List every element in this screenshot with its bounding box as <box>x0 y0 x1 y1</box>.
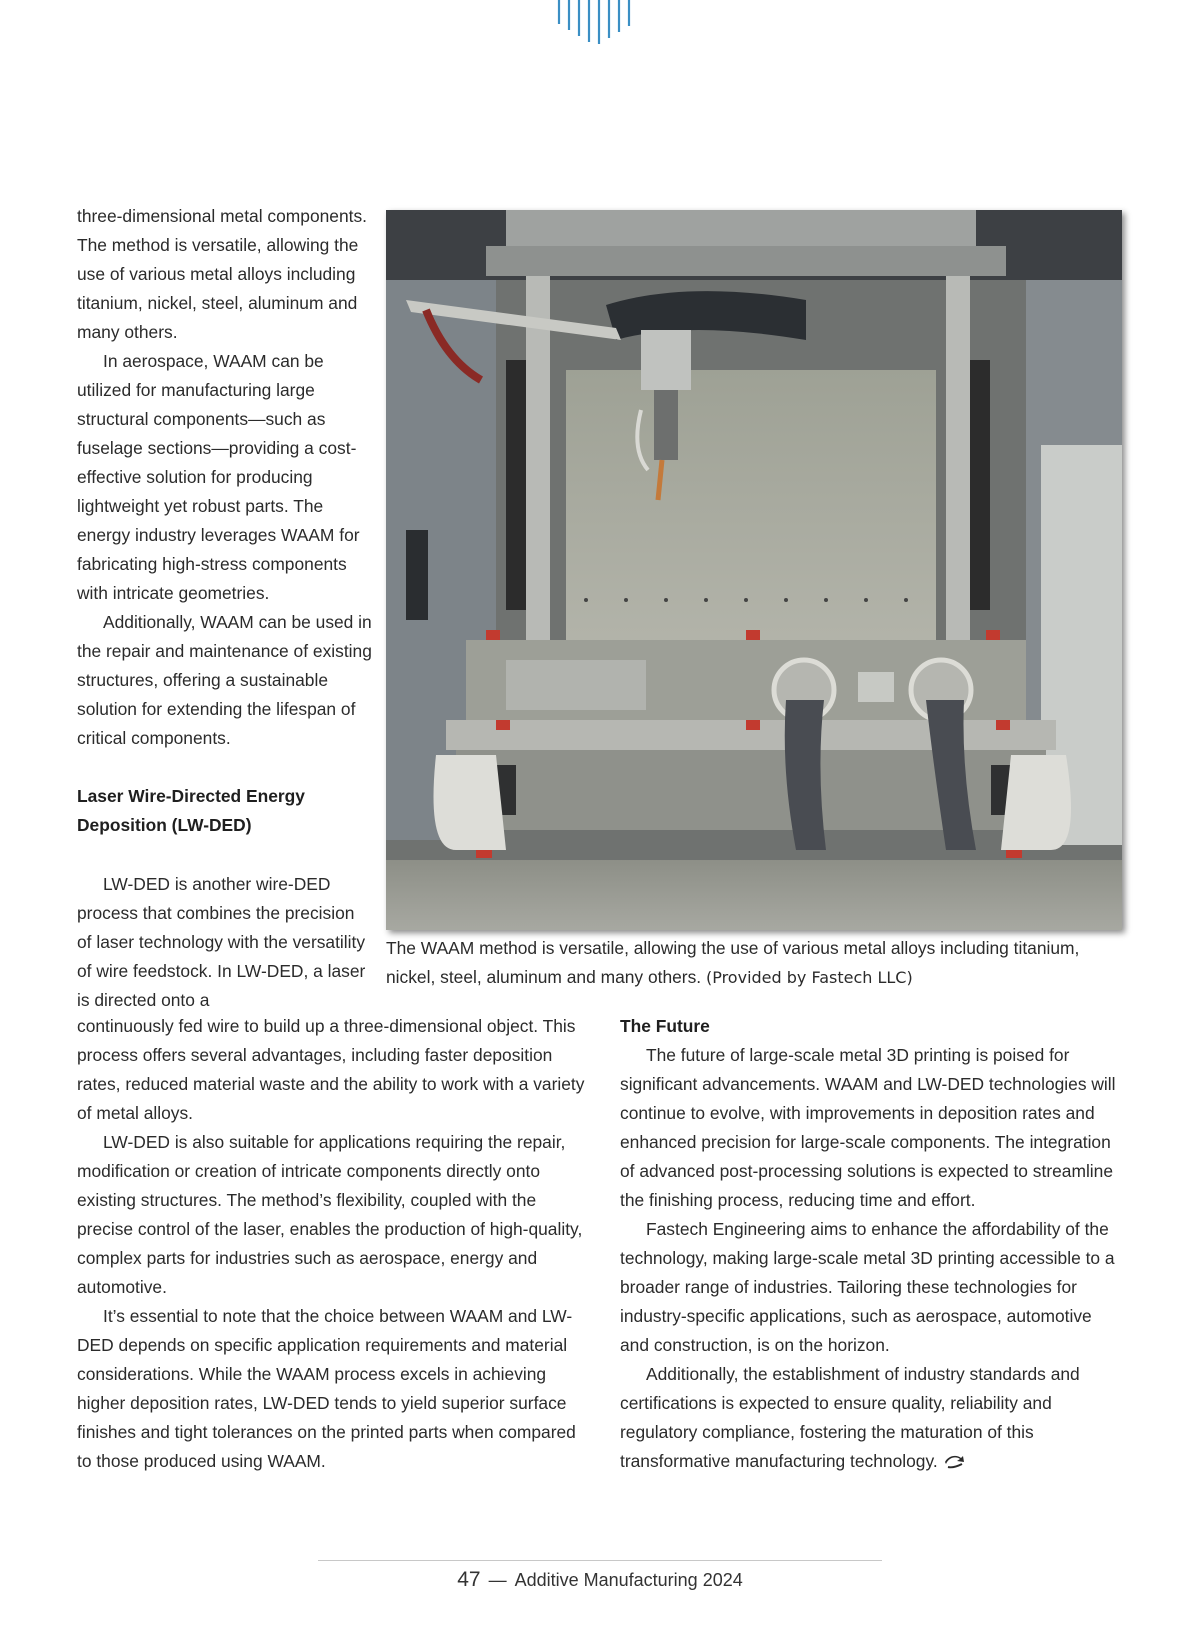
footer-separator: — <box>488 1570 507 1590</box>
figure-caption <box>386 934 1126 992</box>
section-heading-future: The Future <box>620 1016 710 1036</box>
footer-divider <box>318 1560 882 1561</box>
paragraph: LW-DED is also suitable for applications requiring the repair, modification or creation of intricate components directly onto existing structures. The method’s flexibility, coupled with the precise control of the laser, enables the production of high-quality, complex parts for industries such as aerospace, energy and automotive. <box>77 1132 583 1297</box>
paragraph: In aerospace, WAAM can be utilized for manufacturing large structural components—such as fuselage sections—providing a cost-effective solution for producing lightweight yet robust parts. The energy industry leverages WAAM for fabricating high-stress components with intricate geometries. <box>77 351 360 603</box>
lwded-text-column <box>77 1012 591 1476</box>
paragraph: three-dimensional metal components. The method is versatile, allowing the use of various metal alloys including titanium, nickel, steel, aluminum and many others. <box>77 206 367 342</box>
paragraph: The future of large-scale metal 3D printing is poised for significant advancements. WAAM and LW-DED technologies will continue to evolve, with improvements in deposition rates and enhanced precision for large-scale components. The integration of advanced post-processing solutions is expected to streamline the finishing process, reducing time and effort. <box>620 1045 1116 1210</box>
paragraph-text: Additionally, the establishment of industry standards and certifications is expected to ensure quality, reliability and regulatory compliance, fostering the maturation of this transformative manufacturing technology. <box>620 1364 1080 1471</box>
vertical-lines-icon <box>555 0 639 46</box>
waam-text-column <box>77 202 377 840</box>
paragraph: Fastech Engineering aims to enhance the affordability of the technology, making large-scale metal 3D printing accessible to a broader range of industries. Tailoring these technologies for industry-specific applications, such as aerospace, automotive and construction, is on the horizon. <box>620 1219 1115 1355</box>
page-footer <box>0 1568 1200 1592</box>
paragraph: Additionally, WAAM can be used in the repair and maintenance of existing structures, offering a sustainable solution for extending the lifespan of critical components. <box>77 612 372 748</box>
photo-credit: (Provided by Fastech LLC) <box>705 968 913 987</box>
paragraph <box>620 1360 1120 1476</box>
caption-text: The WAAM method is versatile, allowing the use of various metal alloys including titanium, nickel, steel, aluminum and many others. <box>386 938 1080 987</box>
end-mark-icon <box>944 1455 966 1469</box>
publication-title: Additive Manufacturing 2024 <box>514 1570 743 1590</box>
paragraph: LW-DED is another wire-DED process that combines the precision of laser technology with the versatility of wire feedstock. In LW-DED, a laser is directed onto a <box>77 874 366 1010</box>
machine-illustration <box>386 210 1122 930</box>
future-text-column <box>620 1012 1120 1476</box>
waam-machine-photo <box>386 210 1122 930</box>
paragraph: continuously fed wire to build up a three-dimensional object. This process offers several advantages, including faster deposition rates, reduced material waste and the ability to work with a variety of metal alloys. <box>77 1016 585 1123</box>
lwded-intro-narrow <box>77 870 367 1015</box>
page-number: 47 <box>457 1568 481 1591</box>
section-heading-lwded: Laser Wire-Directed Energy Deposition (LW-DED) <box>77 786 305 835</box>
paragraph: It’s essential to note that the choice between WAAM and LW-DED depends on specific application requirements and material considerations. While the WAAM process excels in achieving higher deposition rates, LW-DED tends to yield superior surface finishes and tight tolerances on the printed parts when compared to those produced using WAAM. <box>77 1306 576 1471</box>
